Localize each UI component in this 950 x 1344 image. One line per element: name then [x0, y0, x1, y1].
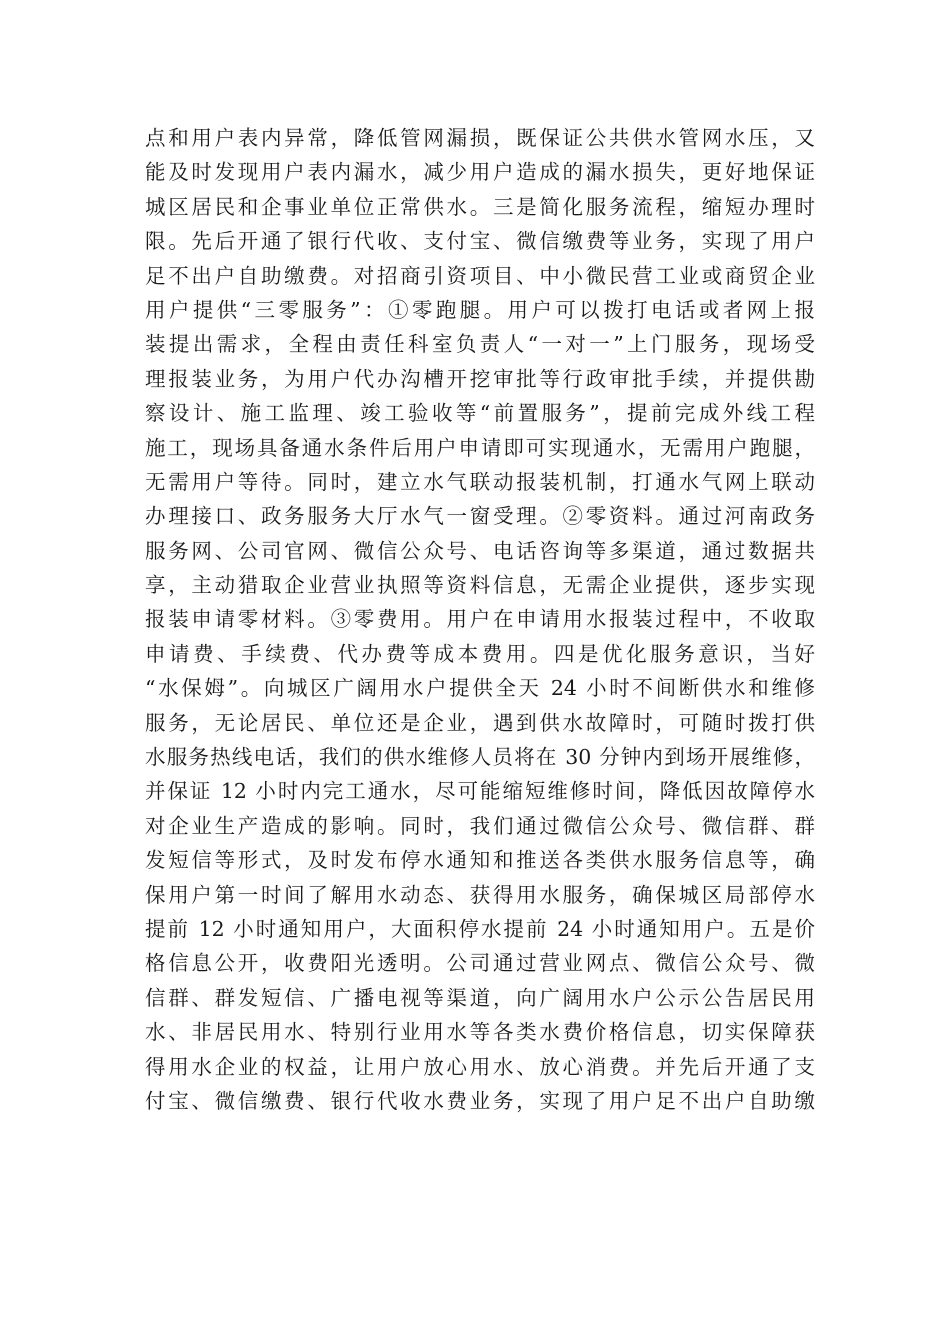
text-line: 信群、群发短信、广播电视等渠道，向广阔用水户公示公告居民用 [145, 985, 815, 1010]
text-line: 并保证 12 小时内完工通水，尽可能缩短维修时间，降低因故障停水 [145, 779, 815, 804]
text-line: 得用水企业的权益，让用户放心用水、放心消费。并先后开通了支 [145, 1054, 815, 1079]
text-line: 服务，无论居民、单位还是企业，遇到供水故障时，可随时拨打供 [145, 710, 815, 735]
text-line: 察设计、施工监理、竣工验收等“前置服务”，提前完成外线工程 [145, 401, 815, 426]
text-line: 申请费、手续费、代办费等成本费用。四是优化服务意识，当好 [145, 641, 815, 666]
text-line: 对企业生产造成的影响。同时，我们通过微信公众号、微信群、群 [145, 813, 815, 838]
text-line: 能及时发现用户表内漏水，减少用户造成的漏水损失，更好地保证 [145, 160, 815, 185]
text-line: 付宝、微信缴费、银行代收水费业务，实现了用户足不出户自助缴 [145, 1088, 815, 1113]
text-line: “水保姆”。向城区广阔用水户提供全天 24 小时不间断供水和维修 [145, 676, 815, 701]
text-line: 水服务热线电话，我们的供水维修人员将在 30 分钟内到场开展维修， [145, 745, 815, 770]
text-line: 无需用户等待。同时，建立水气联动报装机制，打通水气网上联动 [145, 469, 815, 494]
text-line: 报装申请零材料。③零费用。用户在申请用水报装过程中，不收取 [145, 607, 815, 632]
text-line: 水、非居民用水、特别行业用水等各类水费价格信息，切实保障获 [145, 1020, 815, 1045]
text-line: 理报装业务，为用户代办沟槽开挖审批等行政审批手续，并提供勘 [145, 366, 815, 391]
text-line: 办理接口、政务服务大厅水气一窗受理。②零资料。通过河南政务 [145, 504, 815, 529]
text-line: 用户提供“三零服务”：①零跑腿。用户可以拨打电话或者网上报 [145, 297, 815, 322]
text-line: 提前 12 小时通知用户，大面积停水提前 24 小时通知用户。五是价 [145, 916, 815, 941]
text-line: 享，主动猎取企业营业执照等资料信息，无需企业提供，逐步实现 [145, 573, 815, 598]
text-line: 点和用户表内异常，降低管网漏损，既保证公共供水管网水压，又 [145, 126, 815, 150]
text-line: 足不出户自助缴费。对招商引资项目、中小微民营工业或商贸企业 [145, 263, 815, 288]
text-line: 保用户第一时间了解用水动态、获得用水服务，确保城区局部停水 [145, 882, 815, 907]
text-line: 发短信等形式，及时发布停水通知和推送各类供水服务信息等，确 [145, 848, 815, 873]
text-line: 服务网、公司官网、微信公众号、电话咨询等多渠道，通过数据共 [145, 538, 815, 563]
text-line: 限。先后开通了银行代收、支付宝、微信缴费等业务，实现了用户 [145, 229, 815, 254]
text-line: 施工，现场具备通水条件后用户申请即可实现通水，无需用户跑腿， [145, 435, 815, 460]
body-text [145, 121, 815, 1118]
text-line: 装提出需求，全程由责任科室负责人“一对一”上门服务，现场受 [145, 332, 815, 357]
text-line: 格信息公开，收费阳光透明。公司通过营业网点、微信公众号、微 [145, 951, 815, 976]
text-line: 城区居民和企事业单位正常供水。三是简化服务流程，缩短办理时 [145, 194, 815, 219]
